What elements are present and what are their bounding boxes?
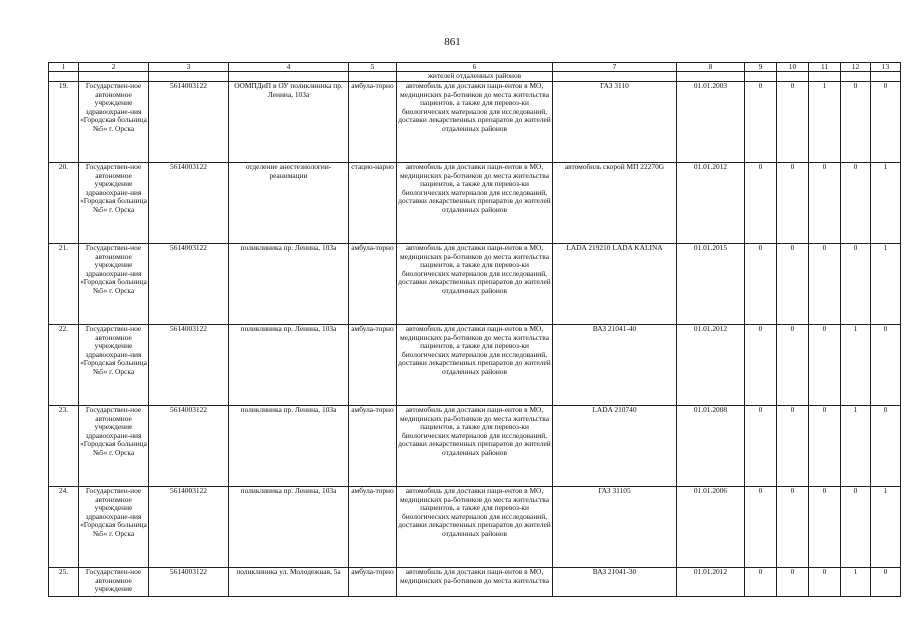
vehicle-model: LADA 219210 LADA KALINA <box>553 244 677 325</box>
col12-value: 0 <box>841 82 871 163</box>
column-number: 11 <box>809 63 841 72</box>
inn-value: 5614003122 <box>149 244 229 325</box>
vehicle-model: ГАЗ 3110 <box>553 82 677 163</box>
vehicle-purpose: автомобиль для доставки паци-ентов в МО, медицинских ра-ботников до места жительства <box>397 568 553 597</box>
organization-name: Государствен-ное автономное учреждение здравоохране-ния «Городская больница №5» г. Орска <box>79 82 149 163</box>
col10-value: 0 <box>777 244 809 325</box>
vehicle-purpose: автомобиль для доставки паци-ентов в МО, медицинских ра-ботников до места жительства пациентов, а также для перевоз-ки биологических материалов для исследований, доставки лекарственных препаратов до жителей отдаленных районов <box>397 244 553 325</box>
vehicle-purpose: автомобиль для доставки паци-ентов в МО, медицинских ра-ботников до места жительства пациентов, а также для перевоз-ки биологических материалов для исследований, доставки лекарственных препаратов до жителей отдаленных районов <box>397 82 553 163</box>
column-number: 10 <box>777 63 809 72</box>
organization-name: Государствен-ное автономное учреждение здравоохране-ния «Городская больница №5» г. Орска <box>79 163 149 244</box>
row-number: 19. <box>49 82 79 163</box>
department-address: поликлиника пр. Ленина, 103а <box>229 325 349 406</box>
col12-value: 1 <box>841 406 871 487</box>
col11-value: 1 <box>809 82 841 163</box>
col11-value: 0 <box>809 325 841 406</box>
commission-date: 01.01.2012 <box>677 568 745 597</box>
col10-value: 0 <box>777 163 809 244</box>
col13-value: 0 <box>871 406 901 487</box>
table-row <box>49 163 901 244</box>
col10-value: 0 <box>777 487 809 568</box>
vehicle-purpose: автомобиль для доставки паци-ентов в МО, медицинских ра-ботников до места жительства пациентов, а также для перевоз-ки биологических материалов для исследований, доставки лекарственных препаратов до жителей отдаленных районов <box>397 487 553 568</box>
vehicle-model: ВАЗ 21041-30 <box>553 568 677 597</box>
table-row <box>49 244 901 325</box>
department-address: отделение анестезиологии-реанимации <box>229 163 349 244</box>
col9-value: 0 <box>745 325 777 406</box>
care-mode: амбула-торно <box>349 325 397 406</box>
column-number: 7 <box>553 63 677 72</box>
commission-date: 01.01.2008 <box>677 406 745 487</box>
department-address: поликлиника пр. Ленина, 103а <box>229 406 349 487</box>
col9-value: 0 <box>745 82 777 163</box>
inn-value: 5614003122 <box>149 82 229 163</box>
inn-value: 5614003122 <box>149 325 229 406</box>
col13-value: 1 <box>871 163 901 244</box>
col12-value: 0 <box>841 244 871 325</box>
continuation-text: жителей отдаленных районов <box>397 72 553 82</box>
care-mode: стацио-нарно <box>349 163 397 244</box>
col11-value: 0 <box>809 406 841 487</box>
col11-value: 0 <box>809 568 841 597</box>
care-mode: амбула-торно <box>349 244 397 325</box>
department-address: ООМПДиП в ОУ поликлиника пр. Ленина, 103а <box>229 82 349 163</box>
department-address: поликлиника ул. Молодежная, 5а <box>229 568 349 597</box>
column-number: 1 <box>49 63 79 72</box>
page-number: 861 <box>444 36 461 48</box>
column-number: 5 <box>349 63 397 72</box>
care-mode: амбула-торно <box>349 487 397 568</box>
table-row <box>49 487 901 568</box>
row-number: 24. <box>49 487 79 568</box>
column-number: 13 <box>871 63 901 72</box>
organization-name: Государствен-ное автономное учреждение здравоохране-ния «Городская больница №5» г. Орска <box>79 244 149 325</box>
organization-name: Государствен-ное автономное учреждение здравоохране-ния «Городская больница №5» г. Орска <box>79 325 149 406</box>
vehicle-model: ВАЗ 21041-40 <box>553 325 677 406</box>
care-mode: амбула-торно <box>349 82 397 163</box>
department-address: поликлиника пр. Ленина, 103а <box>229 244 349 325</box>
col12-value: 1 <box>841 325 871 406</box>
col9-value: 0 <box>745 487 777 568</box>
col9-value: 0 <box>745 163 777 244</box>
commission-date: 01.01.2012 <box>677 325 745 406</box>
row-number: 22. <box>49 325 79 406</box>
row-number: 23. <box>49 406 79 487</box>
col12-value: 0 <box>841 163 871 244</box>
vehicle-model: ГАЗ 31105 <box>553 487 677 568</box>
col10-value: 0 <box>777 325 809 406</box>
commission-date: 01.01.2015 <box>677 244 745 325</box>
col13-value: 1 <box>871 487 901 568</box>
col10-value: 0 <box>777 406 809 487</box>
col11-value: 0 <box>809 163 841 244</box>
col12-value: 1 <box>841 568 871 597</box>
col9-value: 0 <box>745 244 777 325</box>
inn-value: 5614003122 <box>149 406 229 487</box>
inn-value: 5614003122 <box>149 487 229 568</box>
table-row <box>49 568 901 597</box>
col11-value: 0 <box>809 487 841 568</box>
col11-value: 0 <box>809 244 841 325</box>
column-number: 4 <box>229 63 349 72</box>
row-number: 25. <box>49 568 79 597</box>
vehicles-table <box>48 62 901 597</box>
care-mode: амбула-торно <box>349 568 397 597</box>
col13-value: 1 <box>871 244 901 325</box>
col13-value: 0 <box>871 568 901 597</box>
organization-name: Государствен-ное автономное учреждение здравоохране-ния «Городская больница №5» г. Орска <box>79 487 149 568</box>
care-mode: амбула-торно <box>349 406 397 487</box>
table-row <box>49 406 901 487</box>
column-number: 12 <box>841 63 871 72</box>
col13-value: 0 <box>871 325 901 406</box>
continuation-row <box>49 72 901 82</box>
row-number: 20. <box>49 163 79 244</box>
table-row <box>49 325 901 406</box>
col10-value: 0 <box>777 82 809 163</box>
organization-name: Государствен-ное автономное учреждение <box>79 568 149 597</box>
vehicle-model: автомобиль скорой МП 22270G <box>553 163 677 244</box>
department-address: поликлиника пр. Ленина, 103а <box>229 487 349 568</box>
col9-value: 0 <box>745 568 777 597</box>
vehicle-model: LADA 210740 <box>553 406 677 487</box>
column-number: 3 <box>149 63 229 72</box>
column-number: 9 <box>745 63 777 72</box>
commission-date: 01.01.2012 <box>677 163 745 244</box>
col9-value: 0 <box>745 406 777 487</box>
column-number: 2 <box>79 63 149 72</box>
col12-value: 0 <box>841 487 871 568</box>
column-number: 6 <box>397 63 553 72</box>
column-numbers-row <box>49 63 901 72</box>
vehicle-purpose: автомобиль для доставки паци-ентов в МО, медицинских ра-ботников до места жительства пациентов, а также для перевоз-ки биологических материалов для исследований, доставки лекарственных препаратов до жителей отдаленных районов <box>397 325 553 406</box>
inn-value: 5614003122 <box>149 568 229 597</box>
row-number: 21. <box>49 244 79 325</box>
column-number: 8 <box>677 63 745 72</box>
col10-value: 0 <box>777 568 809 597</box>
inn-value: 5614003122 <box>149 163 229 244</box>
organization-name: Государствен-ное автономное учреждение здравоохране-ния «Городская больница №5» г. Орска <box>79 406 149 487</box>
col13-value: 0 <box>871 82 901 163</box>
vehicle-purpose: автомобиль для доставки паци-ентов в МО, медицинских ра-ботников до места жительства пациентов, а также для перевоз-ки биологических материалов для исследований, доставки лекарственных препаратов до жителей отдаленных районов <box>397 163 553 244</box>
table-row <box>49 82 901 163</box>
commission-date: 01.01.2003 <box>677 82 745 163</box>
vehicle-purpose: автомобиль для доставки паци-ентов в МО, медицинских ра-ботников до места жительства пациентов, а также для перевоз-ки биологических материалов для исследований, доставки лекарственных препаратов до жителей отдаленных районов <box>397 406 553 487</box>
commission-date: 01.01.2006 <box>677 487 745 568</box>
